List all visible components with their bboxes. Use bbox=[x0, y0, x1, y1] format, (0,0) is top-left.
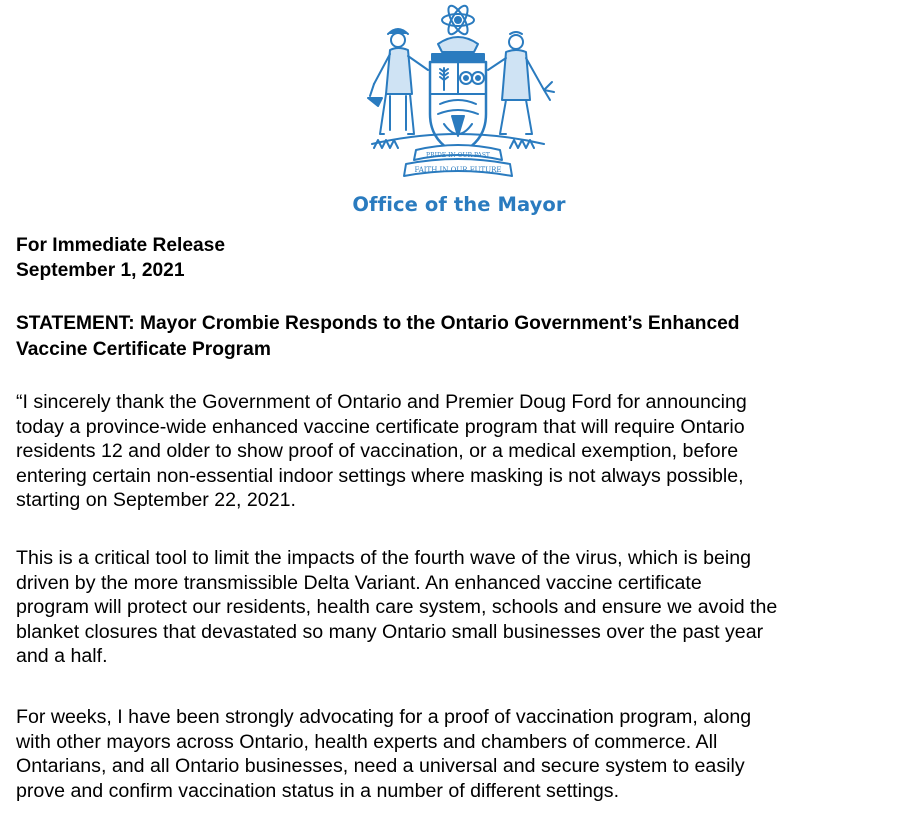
motto-bottom: FAITH IN OUR FUTURE bbox=[414, 166, 502, 174]
release-block bbox=[16, 233, 225, 283]
body-paragraph bbox=[16, 390, 747, 513]
body-paragraph bbox=[16, 546, 777, 669]
headline-line: STATEMENT: Mayor Crombie Responds to the Ontario Government’s Enhanced bbox=[16, 313, 740, 334]
paragraph-line: entering certain non-essential indoor settings where masking is not always possible, bbox=[16, 464, 744, 487]
paragraph-line: residents 12 and older to show proof of vaccination, or a medical exemption, before bbox=[16, 440, 739, 463]
paragraph-line: today a province-wide enhanced vaccine certificate program that will require Ontario bbox=[16, 415, 745, 438]
coat-of-arms-icon bbox=[360, 4, 556, 192]
body-paragraph bbox=[16, 705, 751, 803]
release-label: For Immediate Release bbox=[16, 235, 226, 256]
paragraph-line: blanket closures that devastated so many Ontario small businesses over the past year bbox=[16, 620, 764, 643]
paragraph-line: For weeks, I have been strongly advocating for a proof of vaccination program, along bbox=[16, 706, 752, 728]
office-title: Office of the Mayor bbox=[352, 193, 566, 216]
paragraph-line: Ontarians, and all Ontario businesses, need a universal and secure system to easily bbox=[16, 755, 745, 778]
headline-line: Vaccine Certificate Program bbox=[16, 338, 271, 360]
motto-top: PRIDE IN OUR PAST bbox=[426, 152, 490, 159]
paragraph-line: program will protect our residents, health care system, schools and ensure we avoid the bbox=[16, 596, 778, 619]
paragraph-line: This is a critical tool to limit the impacts of the fourth wave of the virus, which is being bbox=[16, 547, 752, 569]
letterhead bbox=[0, 0, 903, 225]
release-date: September 1, 2021 bbox=[16, 260, 185, 281]
statement-headline bbox=[16, 311, 896, 362]
paragraph-line: starting on September 22, 2021. bbox=[16, 489, 296, 512]
paragraph-line: and a half. bbox=[16, 645, 108, 668]
paragraph-line: driven by the more transmissible Delta Variant. An enhanced vaccine certificate bbox=[16, 571, 702, 594]
paragraph-line: prove and confirm vaccination status in a number of different settings. bbox=[16, 779, 620, 802]
paragraph-line: “I sincerely thank the Government of Ontario and Premier Doug Ford for announcing bbox=[16, 391, 747, 413]
paragraph-line: with other mayors across Ontario, health experts and chambers of commerce. All bbox=[16, 730, 718, 753]
